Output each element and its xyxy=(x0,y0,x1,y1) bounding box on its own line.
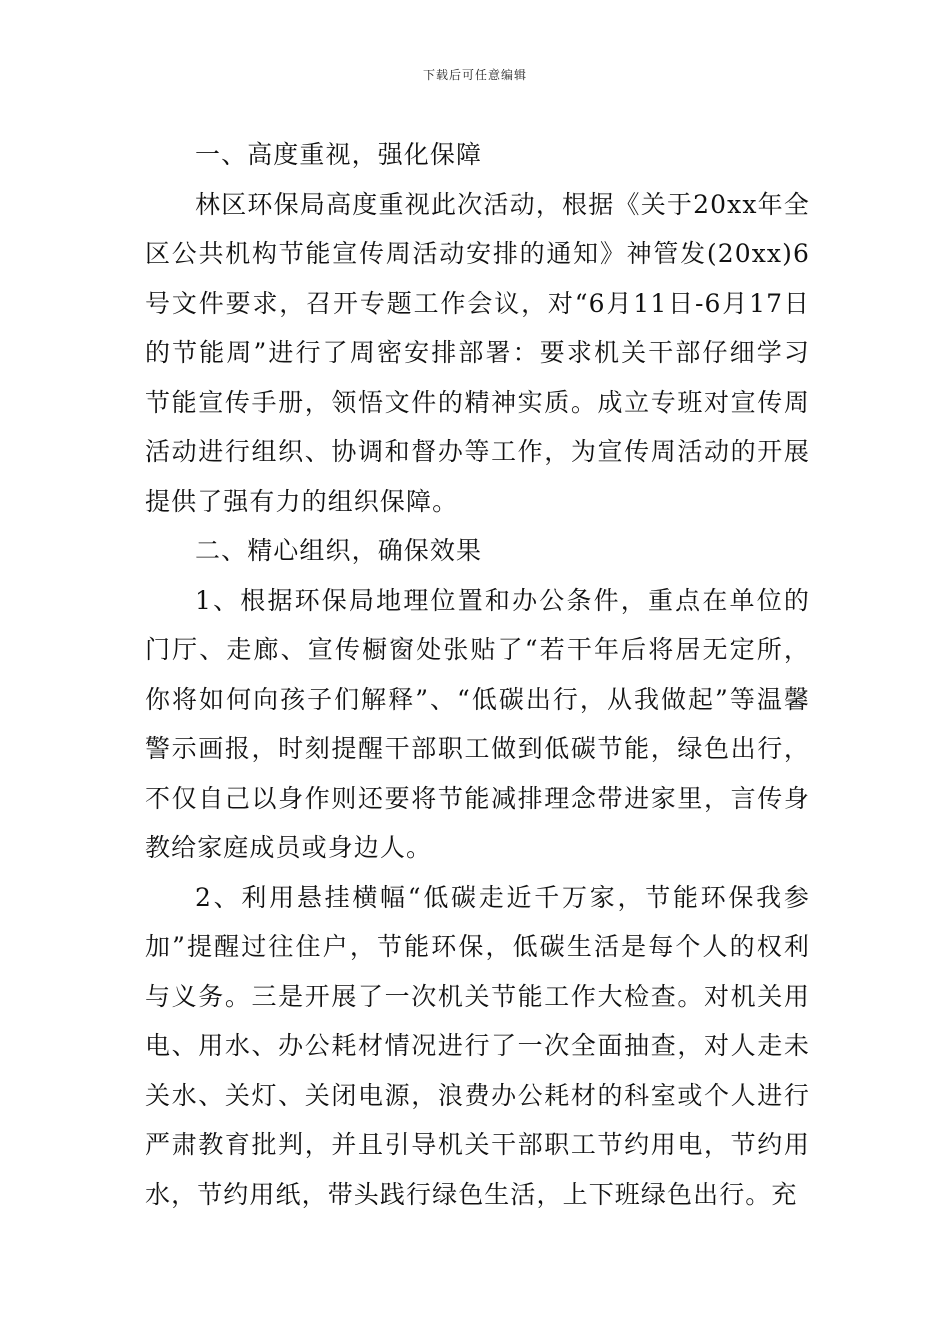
section-heading-1: 一、高度重视，强化保障 xyxy=(195,140,483,169)
document-body xyxy=(145,130,810,1219)
download-note: 下载后可任意编辑 xyxy=(422,68,527,82)
paragraph-2: 1、根据环保局地理位置和办公条件，重点在单位的门厅、走廊、宣传橱窗处张贴了“若干年后将居无定所，你将如何向孩子们解释”、“低碳出行，从我做起”等温馨警示画报，时刻提醒干部职工做到低碳节能，绿色出行，不仅自己以身作则还要将节能减排理念带进家里，言传身教给家庭成员或身边人。 xyxy=(145,585,810,862)
section-heading-2: 二、精心组织，确保效果 xyxy=(195,536,483,565)
paragraph-3: 2、利用悬挂横幅“低碳走近千万家，节能环保我参加”提醒过往住户，节能环保，低碳生活是每个人的权利与义务。三是开展了一次机关节能工作大检查。对机关用电、用水、办公耗材情况进行了一次全面抽查，对人走未关水、关灯、关闭电源，浪费办公耗材的科室或个人进行严肃教育批判，并且引导机关干部职工节约用电，节约用水，节约用纸，带头践行绿色生活，上下班绿色出行。充 xyxy=(145,882,810,1209)
paragraph-1: 林区环保局高度重视此次活动，根据《关于20xx年全区公共机构节能宣传周活动安排的通知》神管发(20xx)6号文件要求，召开专题工作会议，对“6月11日-6月17日的节能周”进行了周密安排部署：要求机关干部仔细学习节能宣传手册，领悟文件的精神实质。成立专班对宣传周活动进行组织、协调和督办等工作，为宣传周活动的开展提供了强有力的组织保障。 xyxy=(145,189,810,516)
